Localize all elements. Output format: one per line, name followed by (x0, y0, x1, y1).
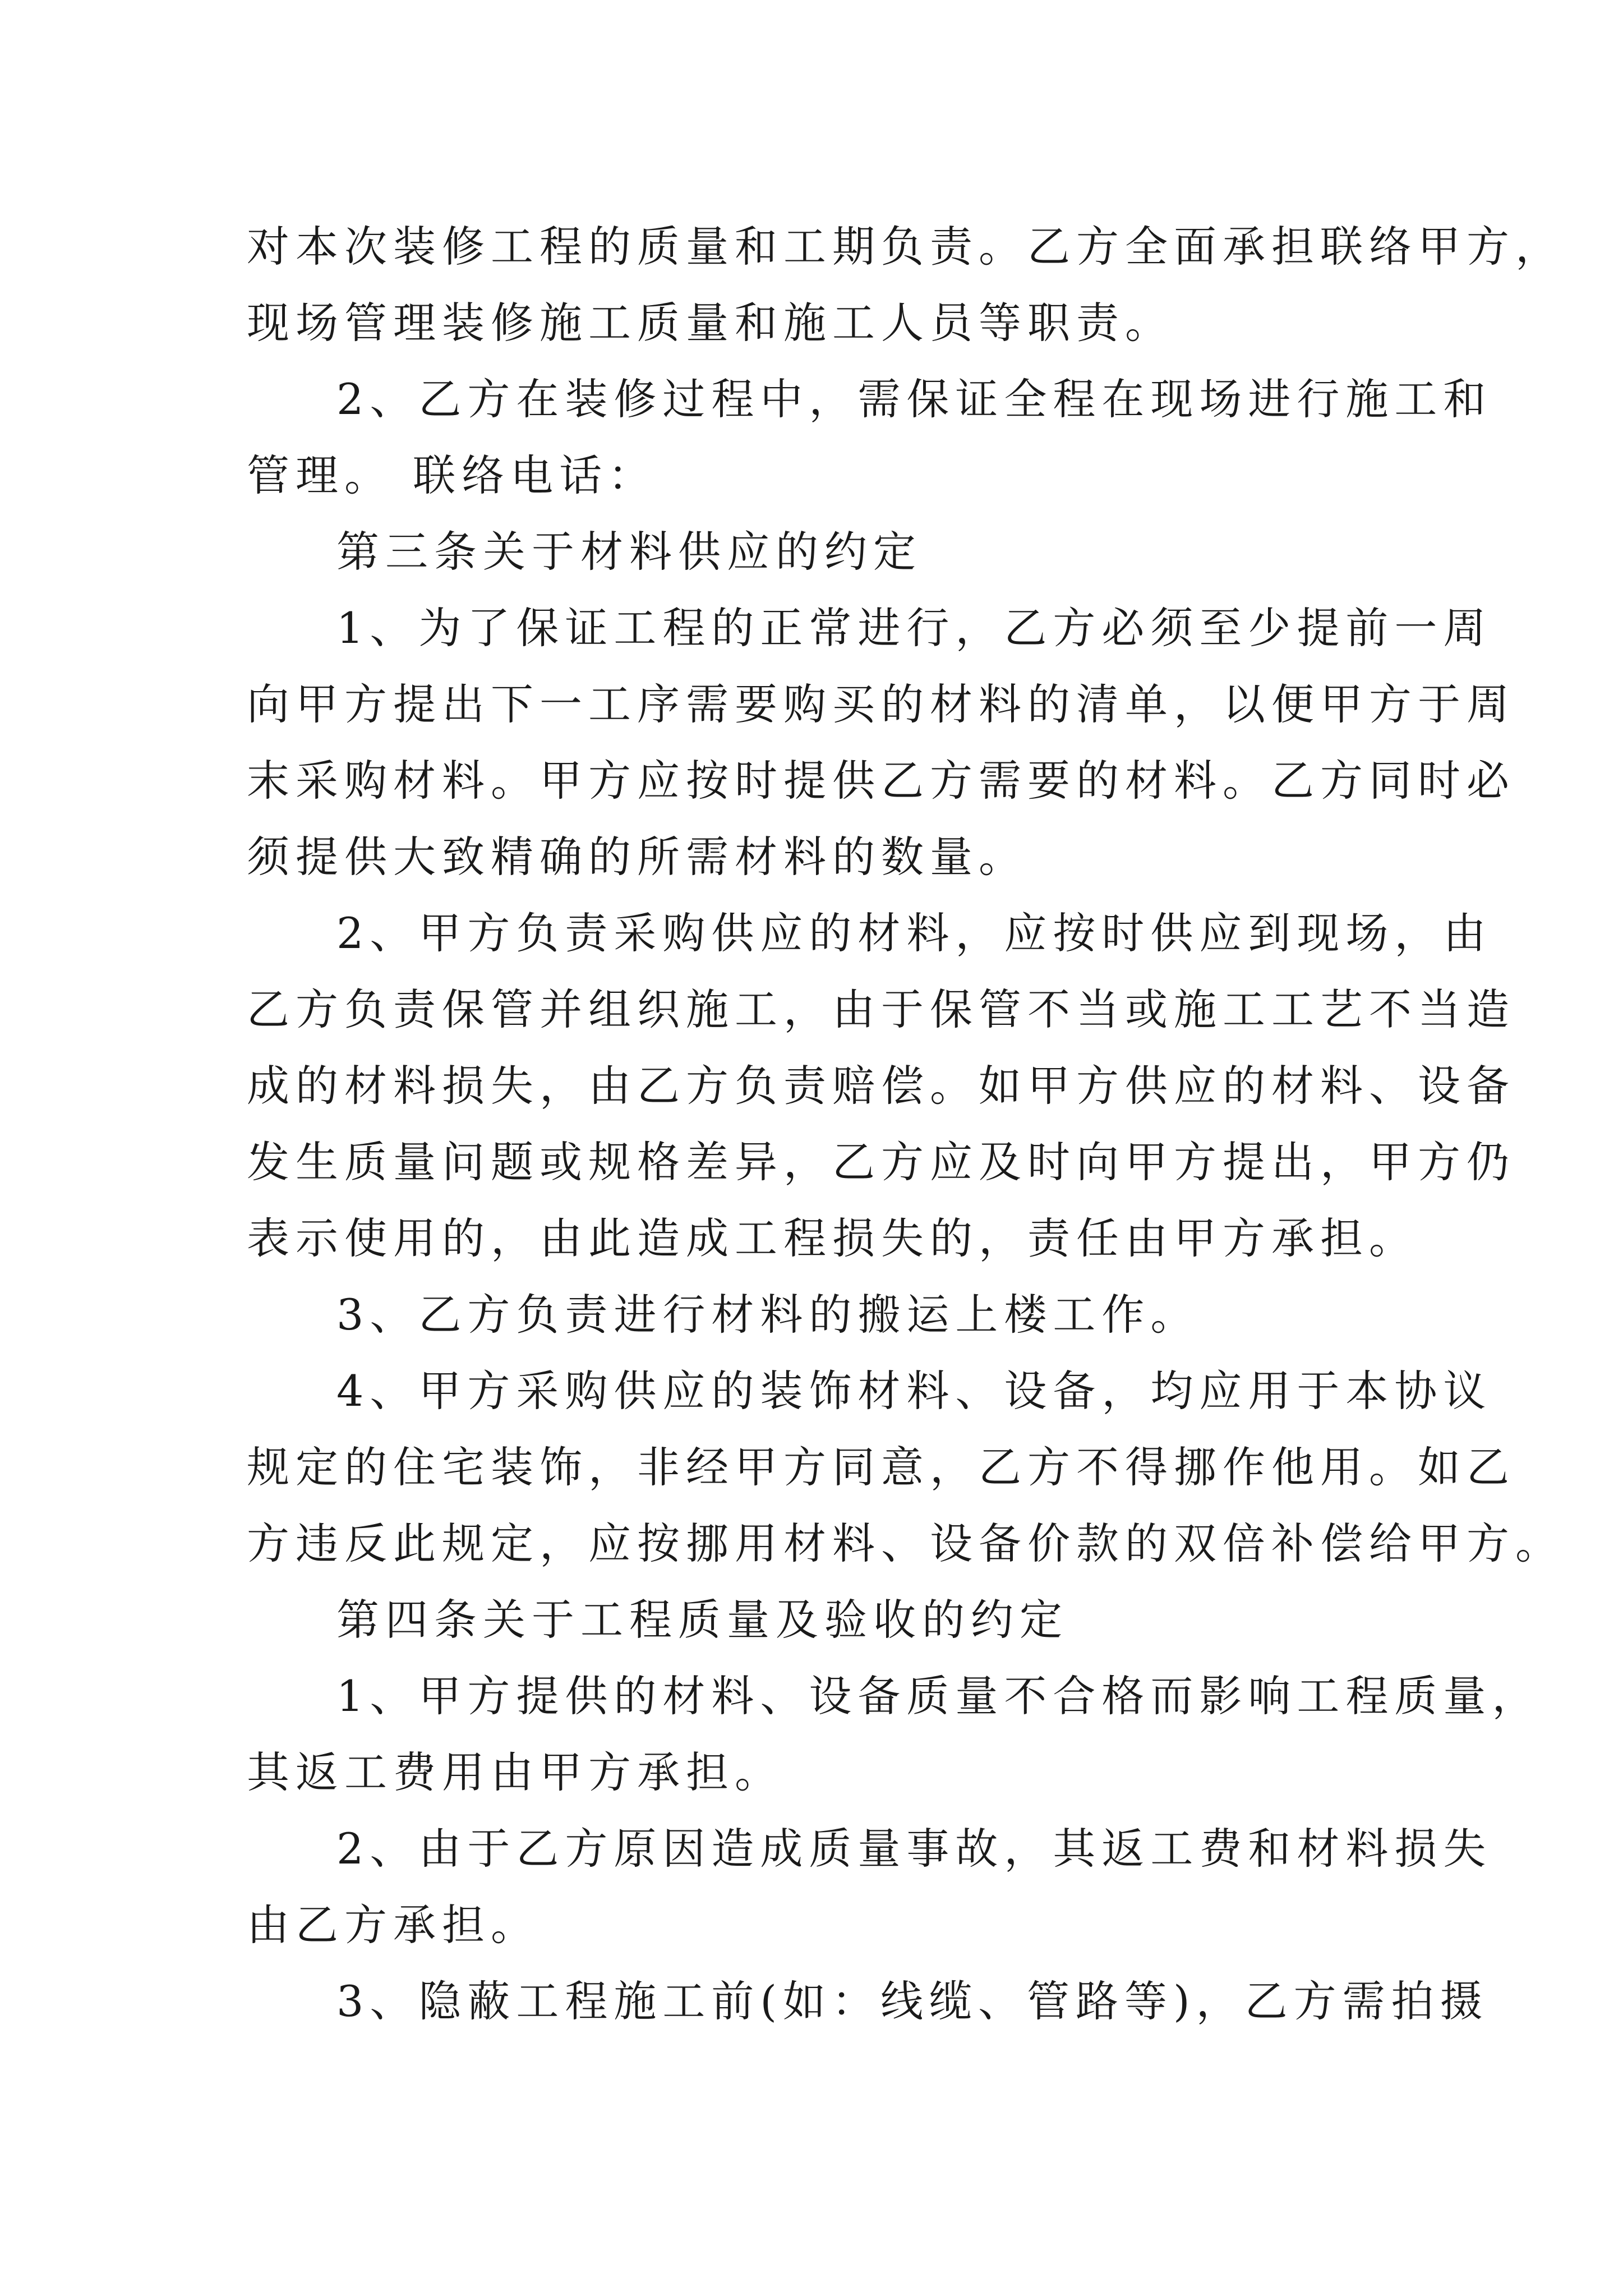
text-line: 2、甲方负责采购供应的材料，应按时供应到现场，由 (336, 908, 1492, 958)
text-line: 乙方负责保管并组织施工，由于保管不当或施工工艺不当造 (247, 984, 1515, 1034)
text-line: 4、甲方采购供应的装饰材料、设备，均应用于本协议 (336, 1366, 1492, 1416)
text-line: 2、由于乙方原因造成质量事故，其返工费和材料损失 (336, 1824, 1492, 1874)
section-heading: 第四条关于工程质量及验收的约定 (336, 1595, 1068, 1645)
text-line: 成的材料损失，由乙方负责赔偿。如甲方供应的材料、设备 (247, 1061, 1515, 1111)
document-body (247, 209, 1564, 2040)
text-line: 3、隐蔽工程施工前(如：线缆、管路等)，乙方需拍摄 (336, 1976, 1489, 2026)
text-line: 末采购材料。甲方应按时提供乙方需要的材料。乙方同时必 (247, 756, 1515, 806)
text-line: 现场管理装修施工质量和施工人员等职责。 (247, 298, 1174, 348)
text-line: 发生质量问题或规格差异，乙方应及时向甲方提出，甲方仍 (247, 1137, 1515, 1187)
text-line: 1、甲方提供的材料、设备质量不合格而影响工程质量， (336, 1671, 1541, 1721)
text-line: 3、乙方负责进行材料的搬运上楼工作。 (336, 1290, 1200, 1340)
text-line: 管理。 联络电话： (247, 450, 657, 500)
text-line: 其返工费用由甲方承担。 (247, 1747, 783, 1797)
text-line: 由乙方承担。 (247, 1900, 540, 1950)
text-line: 方违反此规定，应按挪用材料、设备价款的双倍补偿给甲方。 (247, 1519, 1564, 1568)
section-heading: 第三条关于材料供应的约定 (336, 527, 922, 577)
text-line: 1、为了保证工程的正常进行，乙方必须至少提前一周 (336, 603, 1492, 653)
text-line: 对本次装修工程的质量和工期负责。乙方全面承担联络甲方， (247, 222, 1564, 272)
text-line: 须提供大致精确的所需材料的数量。 (247, 832, 1027, 882)
text-line: 2、乙方在装修过程中，需保证全程在现场进行施工和 (336, 374, 1492, 424)
text-line: 表示使用的，由此造成工程损失的，责任由甲方承担。 (247, 1213, 1418, 1263)
text-line: 规定的住宅装饰，非经甲方同意，乙方不得挪作他用。如乙 (247, 1442, 1515, 1492)
text-line: 向甲方提出下一工序需要购买的材料的清单，以便甲方于周 (247, 679, 1515, 729)
